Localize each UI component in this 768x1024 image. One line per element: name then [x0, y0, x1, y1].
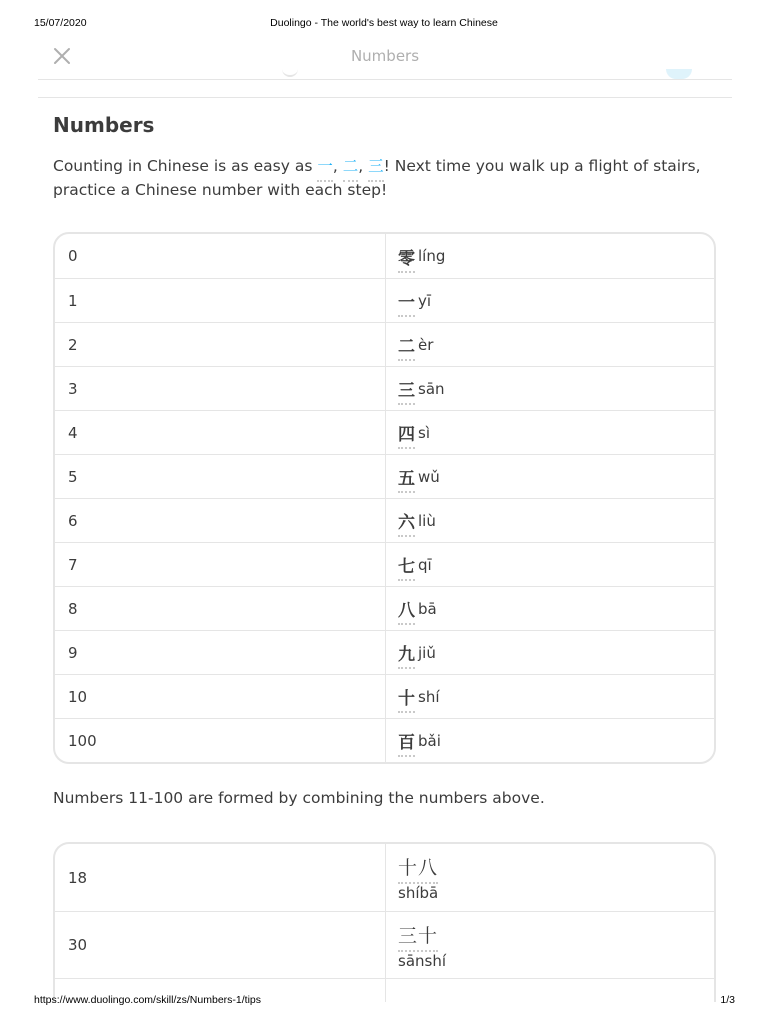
- hanzi[interactable]: 三: [398, 376, 415, 401]
- hanzi[interactable]: 三十: [398, 921, 438, 948]
- intro-separator: ,: [332, 157, 343, 175]
- pinyin: liù: [418, 511, 436, 530]
- hanzi[interactable]: 七: [398, 552, 415, 577]
- chinese-cell: [386, 323, 714, 366]
- pinyin: qī: [418, 555, 432, 574]
- chinese-cell: [386, 543, 714, 586]
- table-row: [55, 278, 714, 322]
- intro-separator: ,: [358, 157, 369, 175]
- progress-decoration-right: [666, 69, 692, 79]
- hanzi-link-three[interactable]: 三: [368, 154, 384, 178]
- pinyin: yī: [418, 291, 432, 310]
- pinyin: líng: [418, 247, 446, 265]
- table-row: [55, 630, 714, 674]
- topbar-title: Numbers: [350, 47, 420, 65]
- table-row: [55, 322, 714, 366]
- hanzi[interactable]: 十八: [398, 853, 438, 880]
- print-url: https://www.duolingo.com/skill/zs/Numbers-1/tips: [34, 994, 261, 1006]
- number-cell: 18: [55, 844, 386, 911]
- print-title: Duolingo - The world's best way to learn Chinese: [270, 17, 498, 29]
- table-row: [55, 674, 714, 718]
- number-cell: 6: [55, 499, 386, 542]
- chinese-cell: [386, 279, 714, 322]
- table-row: [55, 366, 714, 410]
- chinese-cell: [386, 719, 714, 762]
- pinyin: wǔ: [418, 467, 440, 486]
- table-row: [55, 586, 714, 630]
- pinyin: bǎi: [418, 731, 441, 750]
- chinese-cell: [386, 411, 714, 454]
- combined-numbers-table: [53, 842, 716, 1002]
- hanzi[interactable]: 四: [398, 420, 415, 445]
- table-row: [55, 234, 714, 278]
- section-title: Numbers: [53, 113, 155, 137]
- intro-text-before: Counting in Chinese is as easy as: [53, 157, 318, 175]
- chinese-cell: [386, 587, 714, 630]
- progress-decoration-left: [282, 69, 298, 77]
- table-row: [55, 718, 714, 762]
- lesson-topbar: [38, 40, 732, 80]
- number-cell: 9: [55, 631, 386, 674]
- print-header: [0, 17, 768, 31]
- hanzi[interactable]: 百: [398, 728, 415, 753]
- chinese-cell: [386, 631, 714, 674]
- table-row: [55, 844, 714, 911]
- chinese-cell: [386, 912, 714, 978]
- divider: [38, 97, 732, 98]
- hanzi[interactable]: 一: [398, 288, 415, 313]
- table-row: [55, 911, 714, 978]
- combination-note: Numbers 11-100 are formed by combining the numbers above.: [53, 789, 545, 807]
- table-row: [55, 498, 714, 542]
- intro-text-after: ! Next time you walk up a flight of stairs, practice a Chinese number with each step!: [53, 157, 701, 199]
- hanzi[interactable]: 五: [398, 464, 415, 489]
- pinyin: sì: [418, 423, 430, 442]
- pinyin: shí: [418, 687, 440, 706]
- chinese-cell: [386, 675, 714, 718]
- pinyin: shíbā: [398, 884, 439, 902]
- print-footer: [0, 994, 768, 1008]
- number-cell: 4: [55, 411, 386, 454]
- table-row: [55, 454, 714, 498]
- number-cell: 3: [55, 367, 386, 410]
- intro-paragraph: [53, 154, 703, 202]
- number-cell: 7: [55, 543, 386, 586]
- chinese-cell: [386, 367, 714, 410]
- numbers-table: [53, 232, 716, 764]
- pinyin: sānshí: [398, 951, 447, 970]
- print-date: 15/07/2020: [34, 17, 87, 29]
- hanzi-link-two[interactable]: 二: [343, 154, 359, 178]
- hanzi[interactable]: 二: [398, 332, 415, 357]
- table-row: [55, 410, 714, 454]
- number-cell: 8: [55, 587, 386, 630]
- hanzi[interactable]: 九: [398, 640, 415, 665]
- number-cell: 100: [55, 719, 386, 762]
- chinese-cell: [386, 455, 714, 498]
- pinyin: sān: [418, 379, 445, 398]
- hanzi[interactable]: 零: [398, 244, 415, 269]
- hanzi[interactable]: 八: [398, 596, 415, 621]
- hanzi[interactable]: 十: [398, 684, 415, 709]
- print-page-number: 1/3: [720, 994, 735, 1006]
- hanzi-link-one[interactable]: 一: [317, 154, 333, 178]
- hanzi[interactable]: 六: [398, 508, 415, 533]
- number-cell: 30: [55, 912, 386, 978]
- chinese-cell: [386, 844, 714, 911]
- table-row: [55, 542, 714, 586]
- number-cell: 5: [55, 455, 386, 498]
- chinese-cell: [386, 499, 714, 542]
- number-cell: 2: [55, 323, 386, 366]
- pinyin: bā: [418, 599, 437, 618]
- pinyin: èr: [418, 335, 434, 354]
- pinyin: jiǔ: [418, 643, 436, 662]
- number-cell: 10: [55, 675, 386, 718]
- number-cell: 0: [55, 234, 386, 278]
- chinese-cell: [386, 234, 714, 278]
- number-cell: 1: [55, 279, 386, 322]
